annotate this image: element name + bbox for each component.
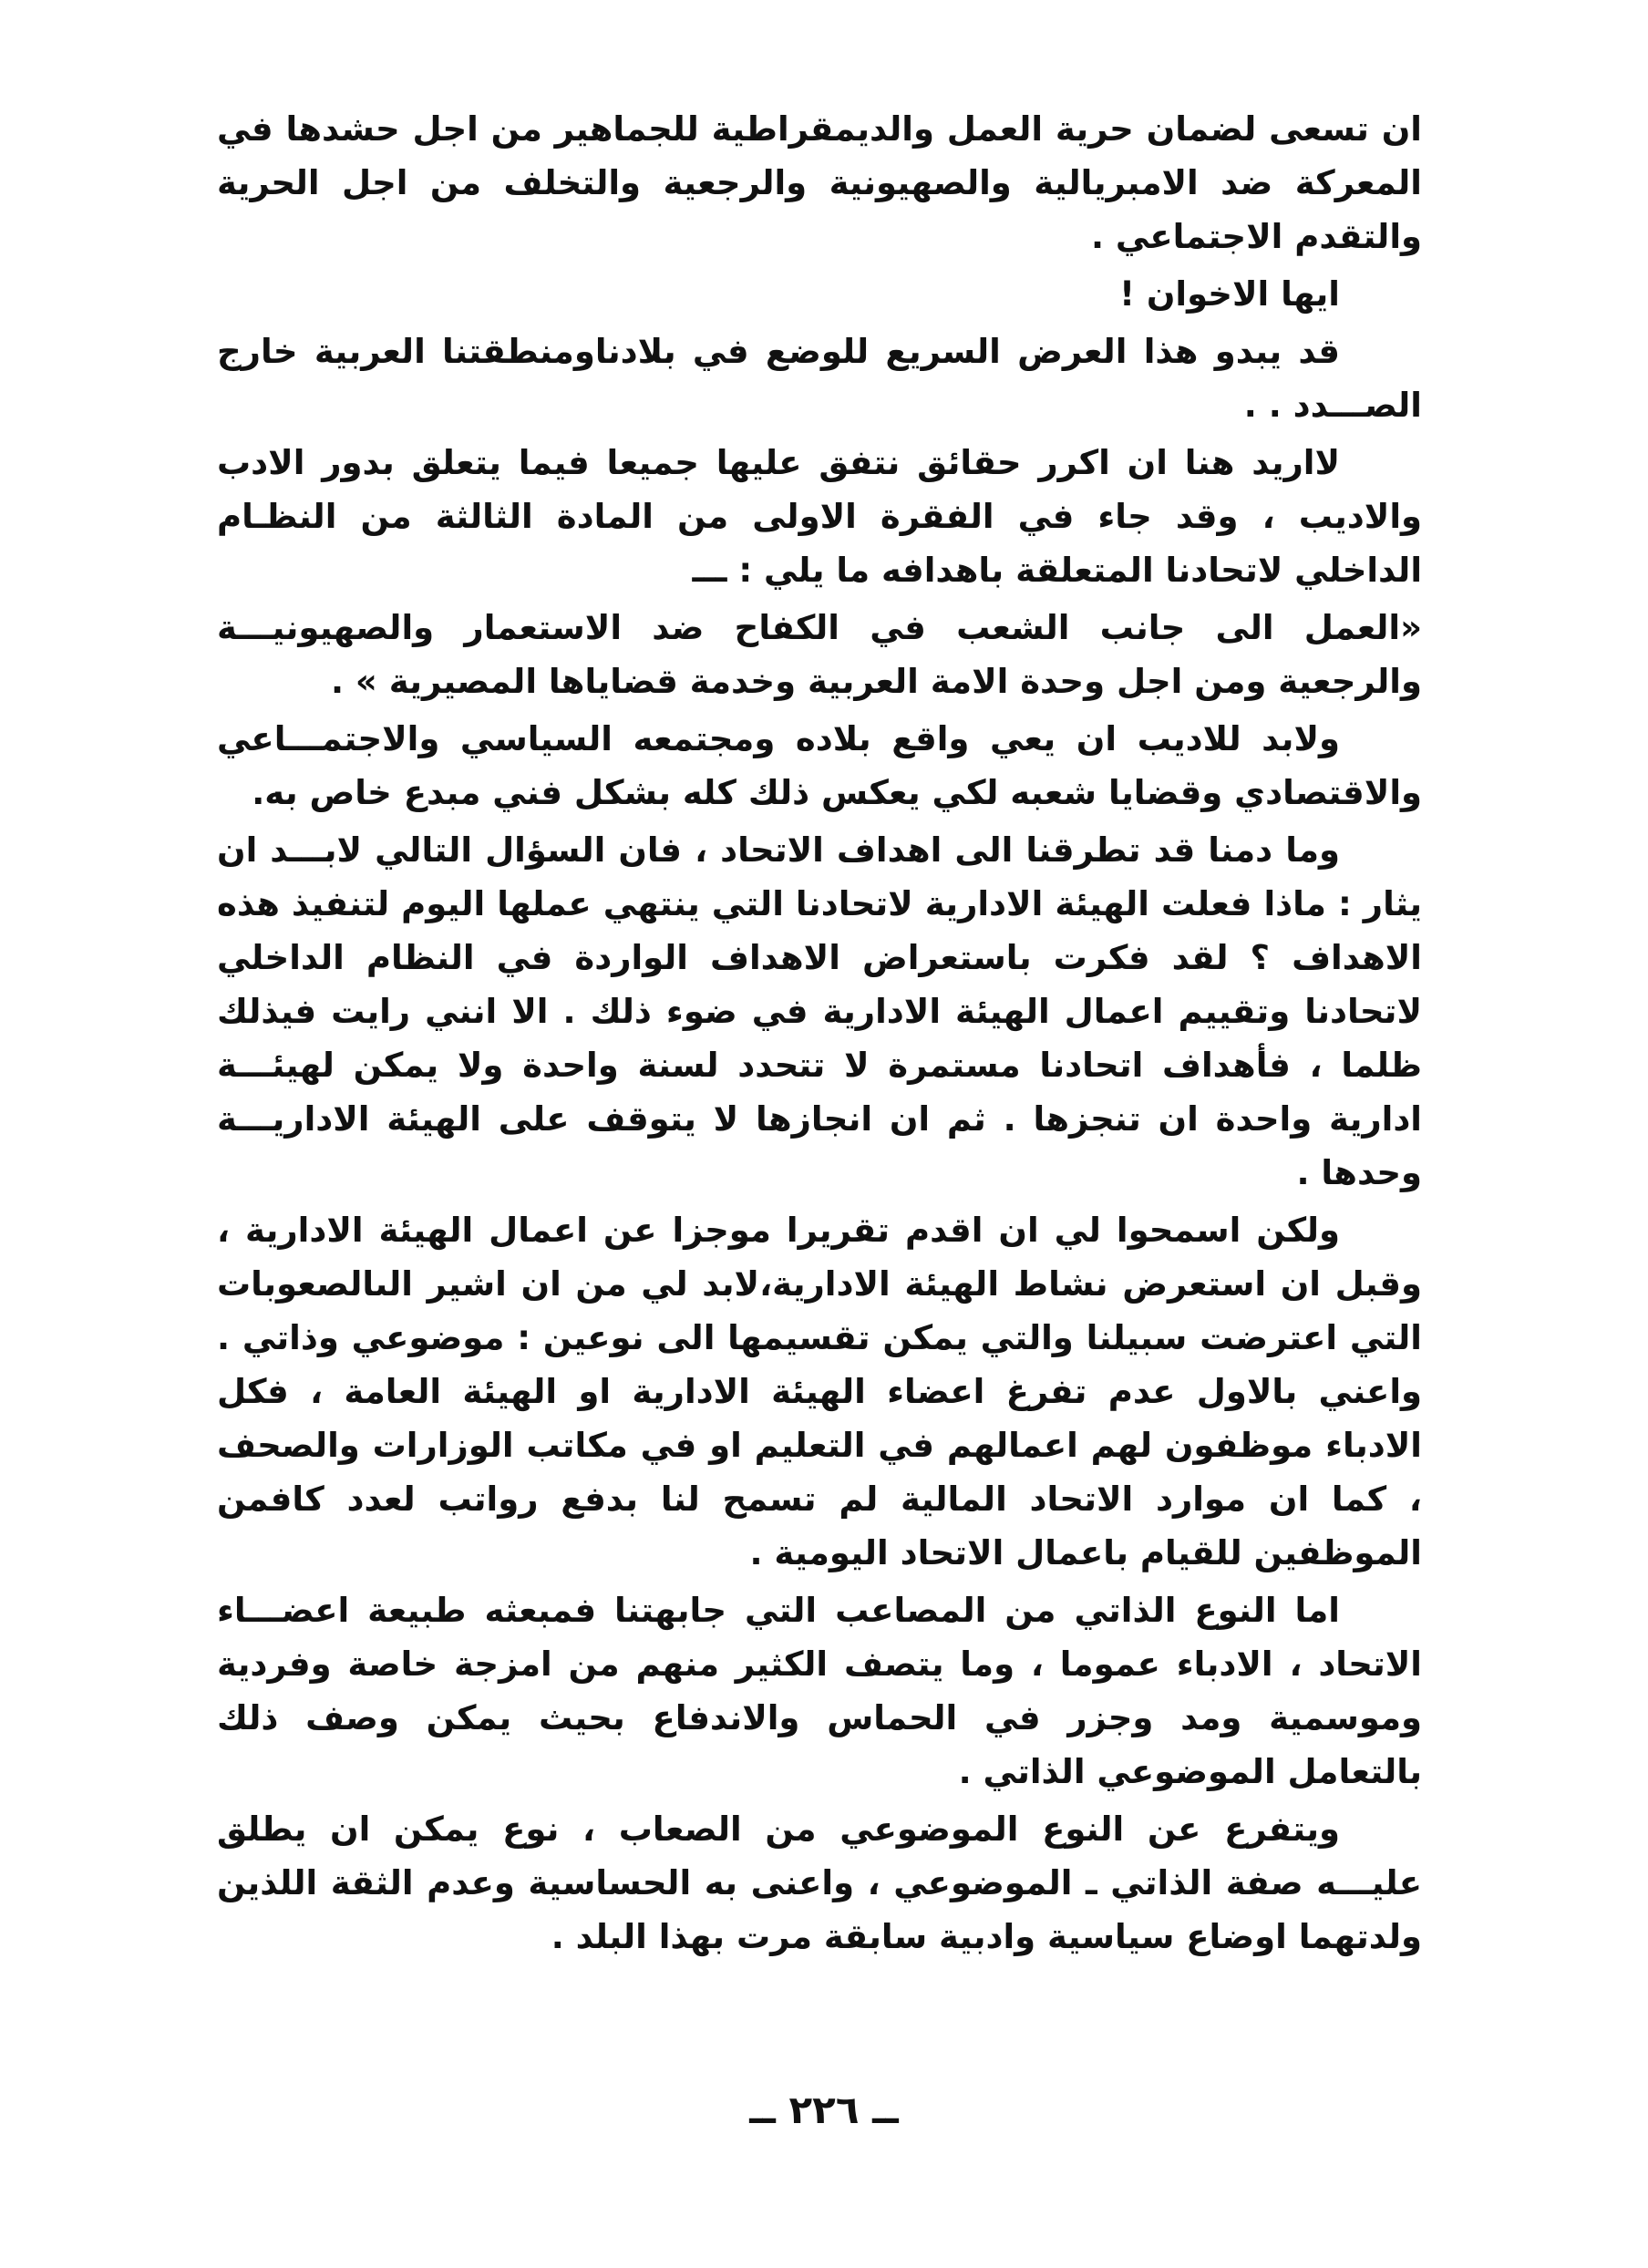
paragraph-3: قد يبدو هذا العرض السريع للوضع في بلادناومنطقتنا العربية خارج الصـــدد . . xyxy=(217,332,1422,425)
paragraph-10: ويتفرع عن النوع الموضوعي من الصعاب ، نوع يمكن ان يطلق عليـــه صفة الذاتي ـ الموضوعي ، واعنى به الحساسية وعدم الثقة اللذين ولدتهما اوضاع سياسية وادبية سابقة مرت بهذا البلد . xyxy=(217,1809,1422,1956)
paragraph-1: ان تسعى لضمان حرية العمل والديمقراطية للجماهير من اجل حشدها في المعركة ضد الامبريالية والصهيونية والرجعية والتخلف من اجل الحرية والتقدم الاجتماعي . xyxy=(217,109,1422,256)
paragraph-4: لااريد هنا ان اكرر حقائق نتفق عليها جميعا فيما يتعلق بدور الادب والاديب ، وقد جاء في الفقرة الاولى من المادة الثالثة من النظـام الداخلي لاتحادنا المتعلقة باهدافه ما يلي : ـــ xyxy=(217,443,1422,590)
paragraph-9: اما النوع الذاتي من المصاعب التي جابهتنا فمبعثه طبيعة اعضـــاء الاتحاد ، الادباء عموما ، وما يتصف الكثير منهم من امزجة خاصة وفردية وموسمية ومد وجزر في الحماس والاندفاع بحيث يمكن وصف ذلك بالتعامل الموضوعي الذاتي . xyxy=(217,1591,1422,1791)
paragraph-8: ولكن اسمحوا لي ان اقدم تقريرا موجزا عن اعمال الهيئة الادارية ، وقبل ان استعرض نشاط الهيئة الادارية،لابد لي من ان اشير الىالصعوبات التي اعترضت سبيلنا والتي يمكن تقسيمها الى نوعين : موضوعي وذاتي . واعني بالاول عدم تفرغ اعضاء الهيئة الادارية او الهيئة العامة ، فكل الادباء موظفون لهم اعمالهم في التعليم او في مكاتب الوزارات والصحف ، كما ان موارد الاتحاد المالية لم تسمح لنا بدفع رواتب لعدد كافمن الموظفين للقيام باعمال الاتحاد اليومية . xyxy=(217,1211,1422,1572)
paragraph-6: ولابد للاديب ان يعي واقع بلاده ومجتمعه السياسي والاجتمـــاعي والاقتصادي وقضايا شعبه لكي يعكس ذلك كله بشكل فني مبدع خاص به. xyxy=(217,719,1422,812)
paragraph-7: وما دمنا قد تطرقنا الى اهداف الاتحاد ، فان السؤال التالي لابـــد ان يثار : ماذا فعلت الهيئة الادارية لاتحادنا التي ينتهي عملها اليوم لتنفيذ هذه الاهداف ؟ لقد فكرت باستعراض الاهداف الواردة في النظام الداخلي لاتحادنا وتقييم اعمال الهيئة الادارية في ضوء ذلك . الا انني رايت فيذلك ظلما ، فأهداف اتحادنا مستمرة لا تتحدد لسنة واحدة ولا يمكن لهيئـــة ادارية واحدة ان تنجزها . ثم ان انجازها لا يتوقف على الهيئة الاداريـــة وحدها . xyxy=(217,830,1422,1192)
page-number: ــ ٢٢٦ ــ xyxy=(749,2088,899,2132)
paragraph-2: ايها الاخوان ! xyxy=(1119,274,1340,314)
body-text xyxy=(217,102,1422,1967)
paragraph-5: «العمل الى جانب الشعب في الكفاح ضد الاستعمار والصهيونيـــة والرجعية ومن اجل وحدة الامة العربية وخدمة قضاياها المصيرية » . xyxy=(217,608,1422,701)
